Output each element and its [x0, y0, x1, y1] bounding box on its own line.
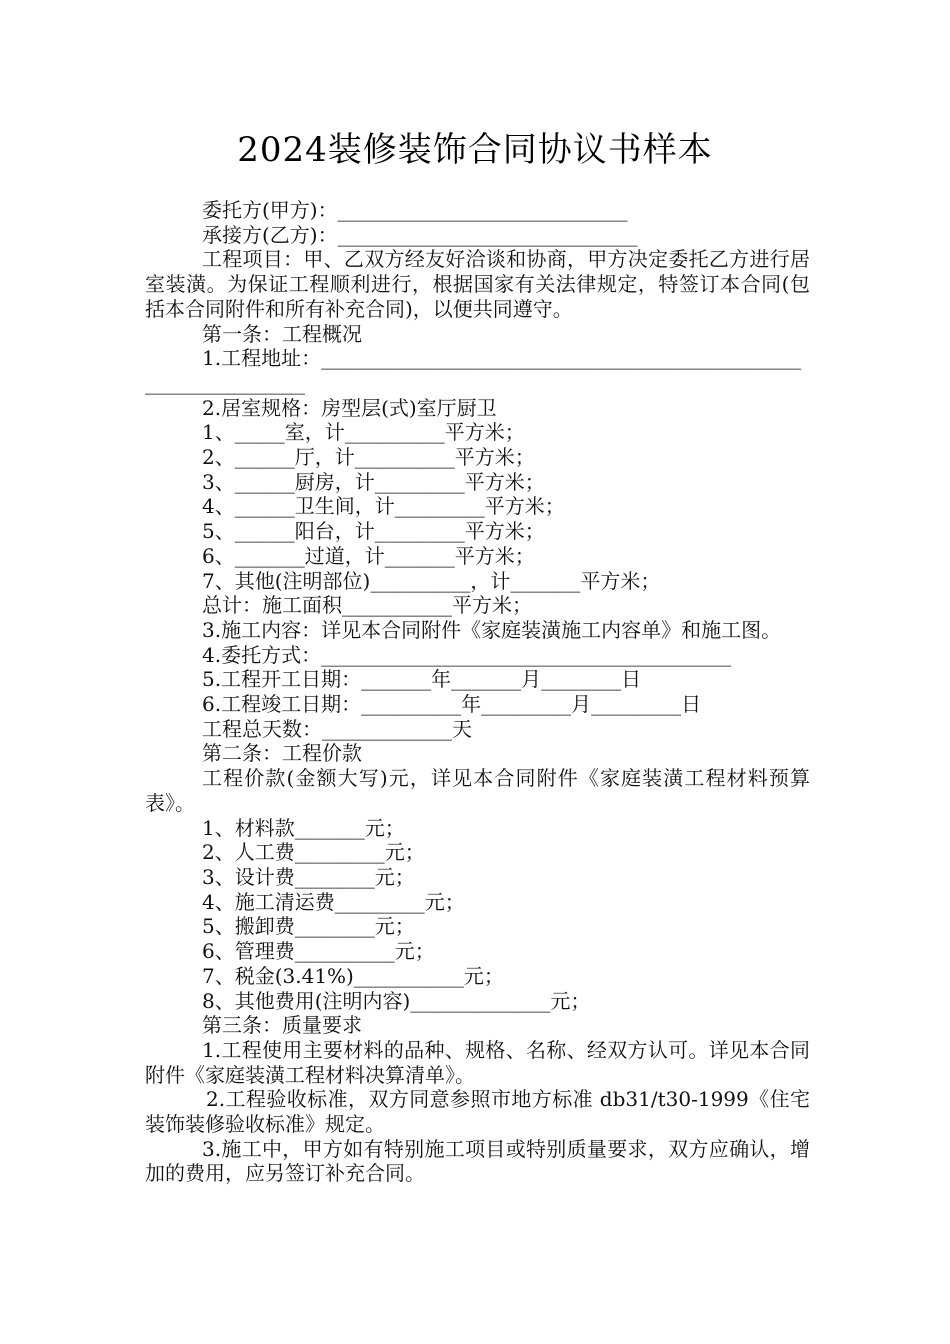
article-2-heading: 第二条：工程价款 — [202, 741, 362, 766]
price-item: 7、税金(3.41%)___________元； — [202, 963, 504, 988]
project-paragraph: 工程项目：甲、乙双方经友好洽谈和协商，甲方决定委托乙方进行居室装潢。为保证工程顺利进行，根据国家有关法律规定，特签订本合同(包括本合同附件和所有补充合同)，以便共同遵守。 — [145, 247, 810, 321]
room-item: 2、______厅，计__________平方米； — [202, 445, 535, 470]
project-address-line: 1.工程地址：________________________________________________________________ — [145, 346, 802, 395]
party-a-line: 委托方(甲方)：_____________________________ — [202, 198, 628, 222]
price-item: 5、搬卸费________元； — [202, 914, 415, 939]
commission-method-line: 4.委托方式：_________________________________________ — [202, 642, 732, 667]
price-item: 2、人工费_________元； — [202, 840, 425, 865]
quality-item-3: 3.施工中，甲方如有特别施工项目或特别质量要求，双方应确认，增加的费用，应另签订补充合同。 — [145, 1136, 810, 1186]
article-3-heading: 第三条：质量要求 — [202, 1013, 362, 1038]
price-item: 4、施工清运费_________元； — [202, 889, 465, 914]
room-item: 6、_______过道，计_______平方米； — [202, 543, 535, 568]
room-spec-line: 2.居室规格：房型层(式)室厅厨卫 — [202, 395, 497, 420]
article-1-heading: 第一条：工程概况 — [202, 321, 362, 346]
completion-date-line: 6.工程竣工日期：__________年_________月_________日 — [202, 692, 702, 717]
total-days-line: 工程总天数：_____________天 — [202, 716, 472, 741]
price-item: 6、管理费__________元； — [202, 939, 435, 964]
room-item: 4、______卫生间，计_________平方米； — [202, 494, 565, 519]
room-item: 7、其他(注明部位)__________，计_______平方米； — [202, 568, 661, 593]
price-item: 8、其他费用(注明内容)______________元； — [202, 988, 591, 1013]
quality-item-2: 2.工程验收标准，双方同意参照市地方标准 db31/t30-1999《住宅装饰装修验收标准》规定。 — [145, 1087, 810, 1137]
room-item: 3、______厨房，计_________平方米； — [202, 469, 545, 494]
document-body — [145, 198, 810, 1186]
price-item: 1、材料款_______元； — [202, 815, 405, 840]
room-item: 5、______阳台，计_________平方米； — [202, 519, 545, 544]
construction-content-line: 3.施工内容：详见本合同附件《家庭装潢施工内容单》和施工图。 — [202, 617, 782, 642]
price-paragraph: 工程价款(金额大写)元，详见本合同附件《家庭装潢工程材料预算表》。 — [145, 766, 810, 815]
price-item: 3、设计费________元； — [202, 864, 415, 889]
document-title: 2024装修装饰合同协议书样本 — [237, 130, 713, 170]
start-date-line: 5.工程开工日期：_______年_______月________日 — [202, 667, 642, 692]
quality-item-1: 1.工程使用主要材料的品种、规格、名称、经双方认可。详见本合同附件《家庭装潢工程材料决算清单》。 — [145, 1037, 810, 1087]
total-area-line: 总计：施工面积___________平方米； — [202, 593, 532, 618]
party-b-line: 承接方(乙方)：______________________________ — [202, 222, 638, 247]
room-item: 1、_____室，计__________平方米； — [202, 420, 525, 445]
